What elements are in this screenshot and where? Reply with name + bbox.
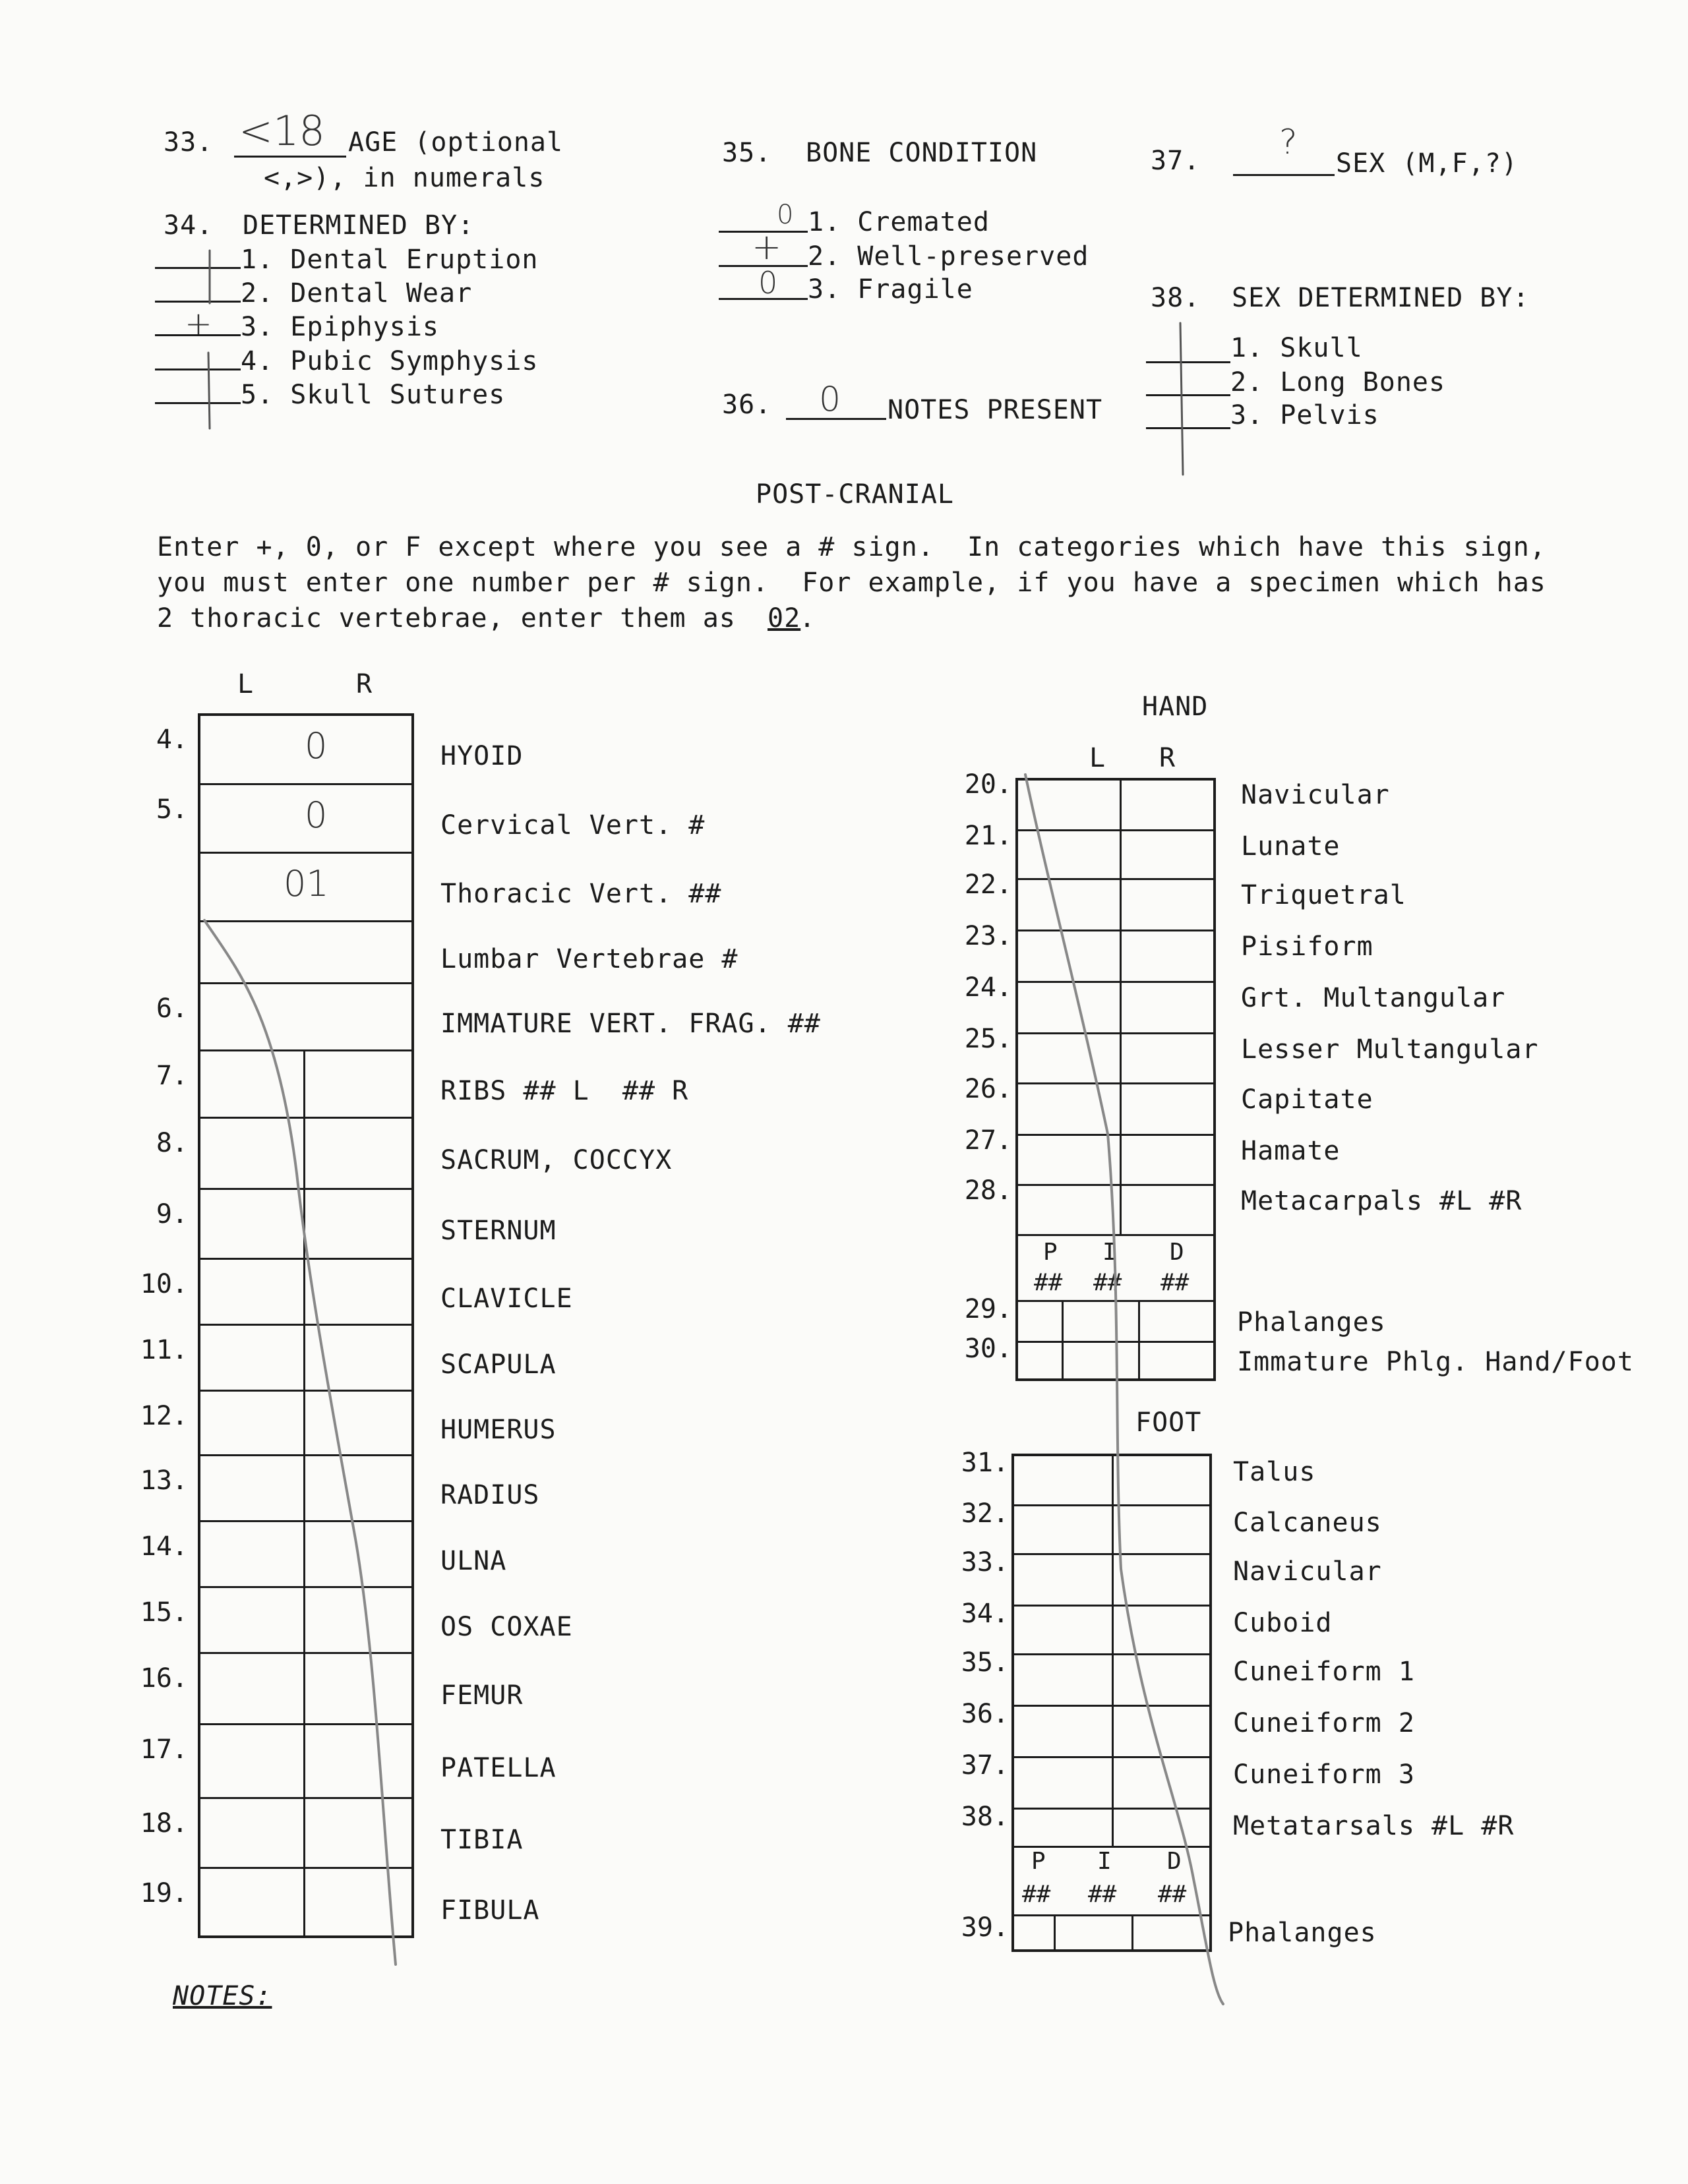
foot-row-number: 37. (961, 1750, 1009, 1781)
hand-row-number: 20. (964, 769, 1012, 800)
hand-pid-marks: ## (1093, 1269, 1122, 1296)
left-table-split (303, 1867, 305, 1938)
hand-table-split (1120, 829, 1122, 878)
left-row-number: 16. (140, 1663, 188, 1694)
hand-row-number: 24. (964, 972, 1012, 1003)
foot-table-split (1112, 1653, 1114, 1705)
left-table-rule (198, 1652, 414, 1654)
left-row-label: OS COXAE (440, 1612, 573, 1642)
q36-notes-value[interactable]: 0 (819, 380, 841, 419)
left-table-split (303, 1390, 305, 1454)
left-table-rule (198, 1258, 414, 1260)
foot-table-split (1112, 1504, 1114, 1553)
left-row-number: 13. (140, 1465, 188, 1496)
hand-pid-marks: ## (1160, 1269, 1190, 1296)
q38-option-1[interactable]: 1. Skull (1230, 333, 1363, 363)
instructions-example: 02 (768, 603, 801, 634)
q34-option-4[interactable]: 4. Pubic Symphysis (241, 346, 539, 376)
left-row-label: PATELLA (440, 1753, 557, 1783)
foot-row-number: 31. (961, 1448, 1009, 1478)
hand-row-number: 28. (964, 1175, 1012, 1206)
hand-col-l-header: L (1089, 743, 1106, 773)
left-row-label: Thoracic Vert. ## (440, 879, 722, 909)
hand-row-label: Triquetral (1241, 880, 1406, 910)
foot-row-number: 33. (961, 1547, 1009, 1578)
hand-table-rule (1015, 1341, 1216, 1343)
foot-row-label: Navicular (1233, 1556, 1382, 1587)
pen-stroke-38 (1180, 323, 1183, 475)
foot-table-split (1112, 1705, 1114, 1756)
q37-number: 37. (1151, 146, 1201, 176)
q34-option-1[interactable]: 1. Dental Eruption (241, 245, 539, 275)
section-title: POST-CRANIAL (756, 479, 954, 510)
foot-row-label: Talus (1233, 1457, 1316, 1487)
left-col-l-header: L (237, 669, 255, 699)
q38-title: SEX DETERMINED BY: (1232, 283, 1530, 313)
left-table-split (303, 1520, 305, 1586)
foot-title: FOOT (1135, 1407, 1202, 1438)
hand-row-number: 21. (964, 821, 1012, 851)
instructions-line-3: 2 thoracic vertebrae, enter them as (157, 603, 752, 634)
q36-label: NOTES PRESENT (888, 395, 1103, 425)
hand-table-split (1120, 930, 1122, 981)
foot-row-label: Calcaneus (1233, 1508, 1382, 1538)
left-table-rule (198, 1049, 414, 1051)
hand-row-label: Lesser Multangular (1241, 1034, 1539, 1065)
q34-option-5[interactable]: 5. Skull Sutures (241, 380, 506, 410)
left-row-number: 6. (156, 993, 188, 1024)
left-table-rule (198, 1324, 414, 1326)
hand-row-label: Capitate (1241, 1084, 1373, 1115)
foot-pid-marks: ## (1158, 1881, 1187, 1908)
hand-row-number: 27. (964, 1125, 1012, 1156)
q38-option-3[interactable]: 3. Pelvis (1230, 400, 1379, 430)
left-table-split (303, 1258, 305, 1324)
left-row-label: SCAPULA (440, 1349, 557, 1380)
q35-option-2-mark[interactable]: + (752, 226, 782, 268)
foot-pid-marks: ## (1088, 1881, 1117, 1908)
hand-row-label: Pisiform (1241, 931, 1373, 962)
left-row-label: RIBS ## L ## R (440, 1076, 689, 1106)
foot-row-label: Cuneiform 2 (1233, 1708, 1415, 1738)
left-table-rule (198, 1723, 414, 1725)
hand-row-label: Hamate (1241, 1136, 1341, 1166)
left-row-number: 11. (140, 1335, 188, 1365)
hand-row-label: Metacarpals #L #R (1241, 1186, 1522, 1216)
left-row-number: 7. (156, 1061, 188, 1091)
left-table-rule (198, 1797, 414, 1799)
left-table-split (303, 1188, 305, 1258)
hand-title: HAND (1142, 692, 1209, 722)
q35-option-1[interactable]: 1. Cremated (808, 207, 990, 237)
left-row-number: 17. (140, 1734, 188, 1765)
foot-row-number: 32. (961, 1498, 1009, 1529)
left-table-split (303, 1324, 305, 1390)
foot-row-label: Metatarsals #L #R (1233, 1811, 1515, 1841)
left-row-label: Lumbar Vertebrae # (440, 944, 738, 974)
hand-phalanx-split (1138, 1300, 1140, 1381)
left-row-label: RADIUS (440, 1480, 540, 1510)
left-table-split (303, 1049, 305, 1117)
q34-option-3[interactable]: 3. Epiphysis (241, 312, 439, 342)
q37-label: SEX (M,F,?) (1336, 148, 1518, 179)
q33-number: 33. (164, 127, 214, 158)
foot-phalanx-number: 39. (961, 1912, 1009, 1943)
hand-phalanx-label: Phalanges (1237, 1307, 1386, 1338)
left-row-label: IMMATURE VERT. FRAG. ## (440, 1009, 821, 1039)
foot-row-label: Cuneiform 3 (1233, 1759, 1415, 1790)
q34-title: DETERMINED BY: (243, 210, 475, 241)
hand-pid-header: D (1170, 1239, 1184, 1266)
left-row-number: 5. (156, 794, 188, 825)
foot-pid-header: I (1097, 1848, 1112, 1875)
left-row-label: FEMUR (440, 1680, 524, 1711)
foot-row-number: 38. (961, 1802, 1009, 1832)
hand-table-rule (1015, 981, 1216, 983)
hand-col-r-header: R (1159, 743, 1176, 773)
foot-table-split (1112, 1553, 1114, 1605)
instructions-end: . (799, 603, 816, 634)
left-row-label: HUMERUS (440, 1415, 557, 1445)
left-table-rule (198, 1454, 414, 1456)
hand-pid-header: P (1043, 1239, 1058, 1266)
left-table-split (303, 1652, 305, 1723)
hand-table-rule (1015, 1134, 1216, 1136)
left-row-label: SACRUM, COCCYX (440, 1145, 673, 1175)
foot-phalanx-label: Phalanges (1228, 1918, 1377, 1948)
foot-row-label: Cuneiform 1 (1233, 1657, 1415, 1687)
left-table-split (303, 1454, 305, 1520)
left-table-split (303, 1586, 305, 1652)
q35-option-2[interactable]: 2. Well-preserved (808, 241, 1089, 272)
q35-option-3-mark[interactable]: 0 (758, 265, 778, 301)
left-table-rule (198, 1390, 414, 1392)
foot-row-number: 36. (961, 1699, 1009, 1729)
hand-table-rule (1015, 1234, 1216, 1236)
hand-row-label: Navicular (1241, 780, 1390, 810)
left-table-rule (198, 1520, 414, 1522)
hand-table-rule (1015, 1184, 1216, 1186)
left-table-rule (198, 1586, 414, 1588)
left-row-number: 14. (140, 1531, 188, 1562)
left-col-r-header: R (356, 669, 373, 699)
instructions-line-1: Enter +, 0, or F except where you see a # sign. In categories which have this sign, (157, 532, 1546, 562)
q33-age-value[interactable]: <18 (239, 107, 325, 155)
q33-label-2: <,>), in numerals (264, 163, 545, 193)
left-row-entry[interactable]: 0 (305, 794, 328, 836)
left-row-number: 8. (156, 1128, 188, 1158)
foot-phalanx-split (1054, 1914, 1056, 1952)
hand-row-number: 23. (964, 921, 1012, 951)
left-row-label: FIBULA (440, 1895, 540, 1926)
left-table-rule (198, 1188, 414, 1190)
hand-table-rule (1015, 1032, 1216, 1034)
foot-row-number: 35. (961, 1647, 1009, 1678)
left-row-number: 10. (140, 1269, 188, 1299)
hand-row-number: 22. (964, 870, 1012, 900)
left-row-label: Cervical Vert. # (440, 810, 706, 841)
foot-pid-header: D (1167, 1848, 1182, 1875)
foot-phalanx-split (1131, 1914, 1133, 1952)
foot-table-split (1112, 1454, 1114, 1504)
left-row-label: TIBIA (440, 1825, 524, 1855)
q35-option-3[interactable]: 3. Fragile (808, 274, 973, 305)
left-table-split (303, 1117, 305, 1188)
left-row-number: 9. (156, 1199, 188, 1229)
q38-option-2[interactable]: 2. Long Bones (1230, 367, 1446, 398)
q38-number: 38. (1151, 283, 1201, 313)
hand-table-rule (1015, 829, 1216, 831)
q35-number: 35. (722, 138, 772, 168)
left-table-split (303, 1797, 305, 1867)
q34-option-2[interactable]: 2. Dental Wear (241, 278, 473, 309)
hand-table-split (1120, 1134, 1122, 1184)
left-row-entry[interactable]: 01 (284, 863, 329, 904)
hand-phalanx-split (1062, 1300, 1064, 1381)
q35-option-1-mark[interactable]: 0 (777, 200, 794, 230)
foot-table-split (1112, 1756, 1114, 1808)
foot-pid-marks: ## (1022, 1881, 1051, 1908)
left-table-rule (198, 1867, 414, 1869)
hand-row-number: 25. (964, 1024, 1012, 1054)
hand-table-rule (1015, 930, 1216, 931)
hand-table-rule (1015, 1300, 1216, 1302)
q35-title: BONE CONDITION (806, 138, 1038, 168)
hand-pid-header: I (1102, 1239, 1117, 1266)
hand-table-split (1120, 778, 1122, 829)
left-table-rule (198, 852, 414, 854)
hand-row-label: Grt. Multangular (1241, 983, 1506, 1013)
foot-row-label: Cuboid (1233, 1608, 1333, 1638)
left-row-number: 18. (140, 1808, 188, 1839)
foot-pid-header: P (1031, 1848, 1046, 1875)
q36-number: 36. (722, 390, 772, 420)
left-row-number: 15. (140, 1597, 188, 1628)
notes-label: NOTES: (173, 1981, 272, 2011)
left-table-rule (198, 783, 414, 785)
hand-table-split (1120, 1032, 1122, 1082)
foot-table-split (1112, 1605, 1114, 1653)
q34-number: 34. (164, 210, 214, 241)
left-row-label: ULNA (440, 1546, 507, 1576)
q37-sex-value[interactable]: ? (1279, 123, 1298, 162)
left-table-rule (198, 1117, 414, 1119)
hand-table-split (1120, 1082, 1122, 1134)
foot-row-number: 34. (961, 1599, 1009, 1629)
hand-phalanx-number: 30. (964, 1334, 1012, 1364)
hand-phalanx-number: 29. (964, 1294, 1012, 1324)
q33-label-1: AGE (optional (348, 127, 564, 158)
left-row-number: 4. (156, 724, 188, 755)
left-table-split (303, 1723, 305, 1797)
left-row-number: 12. (140, 1401, 188, 1431)
hand-row-label: Lunate (1241, 831, 1341, 862)
hand-table-split (1120, 878, 1122, 930)
hand-table-split (1120, 981, 1122, 1032)
pen-stroke-34b (208, 353, 210, 428)
hand-table-rule (1015, 878, 1216, 880)
left-table-rule (198, 920, 414, 922)
hand-pid-marks: ## (1034, 1269, 1063, 1296)
hand-phalanx-label: Immature Phlg. Hand/Foot (1237, 1347, 1634, 1377)
q34-option-3-mark[interactable]: + (185, 305, 212, 343)
left-row-label: HYOID (440, 741, 524, 771)
left-row-entry[interactable]: 0 (305, 725, 328, 767)
hand-row-number: 26. (964, 1074, 1012, 1104)
left-row-label: CLAVICLE (440, 1284, 573, 1314)
left-table-rule (198, 982, 414, 984)
foot-table-split (1112, 1808, 1114, 1846)
hand-table-split (1120, 1184, 1122, 1234)
instructions-line-2: you must enter one number per # sign. For example, if you have a specimen which has (157, 568, 1546, 598)
left-row-label: STERNUM (440, 1216, 557, 1246)
hand-table-rule (1015, 1082, 1216, 1084)
foot-table-rule (1011, 1914, 1212, 1916)
left-row-number: 19. (140, 1878, 188, 1908)
